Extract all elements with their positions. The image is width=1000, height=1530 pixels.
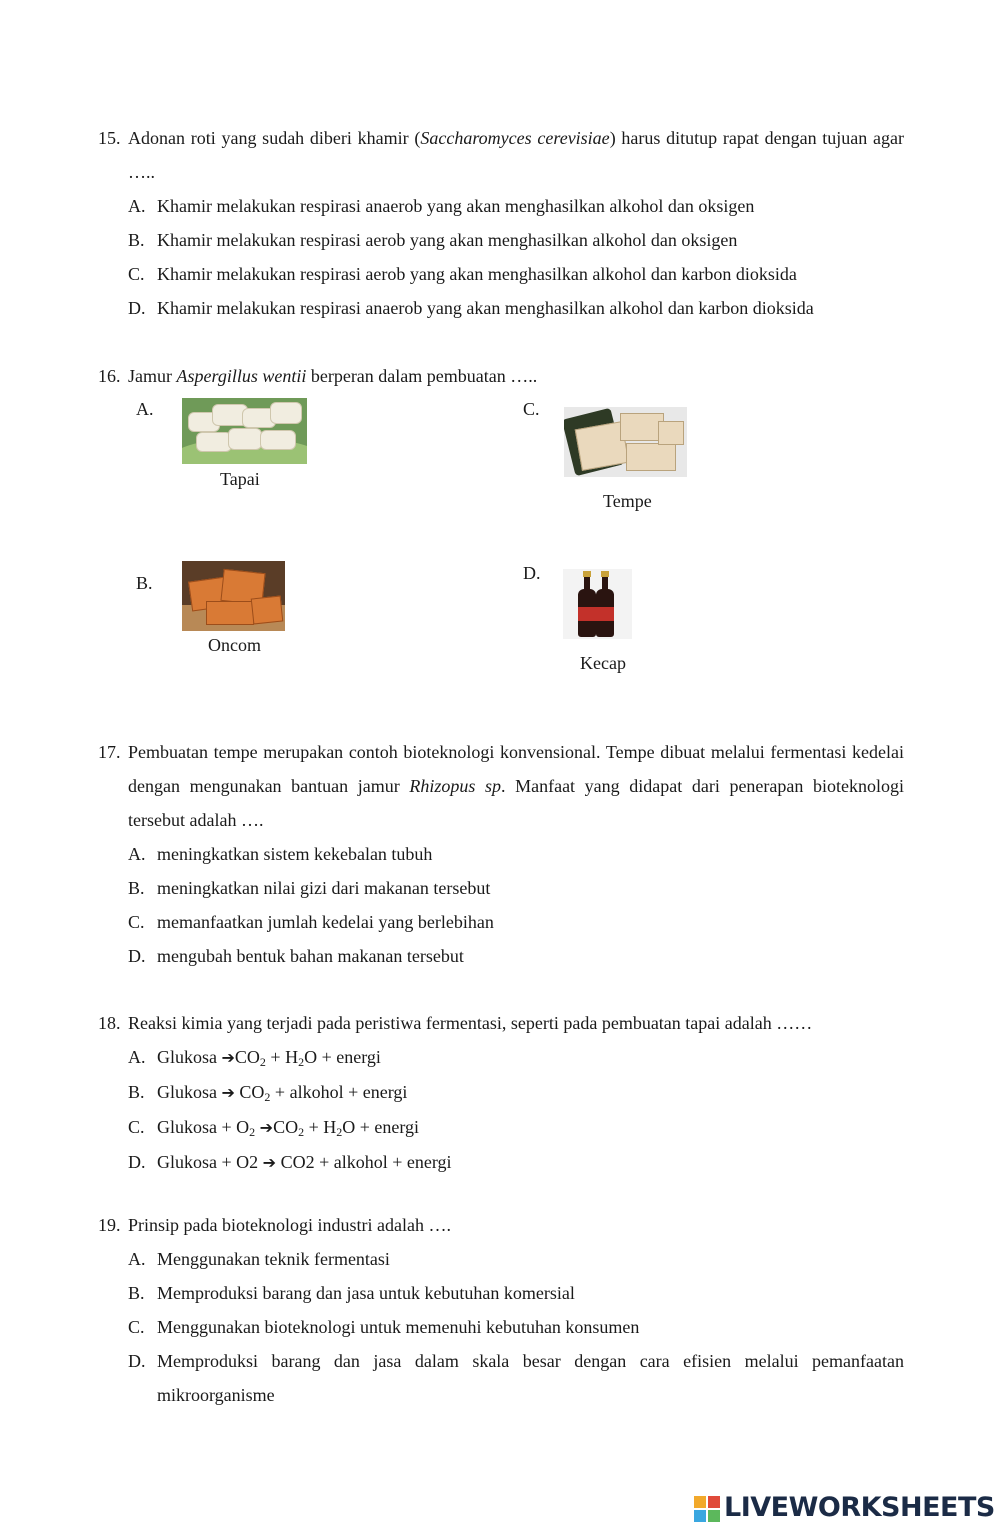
- option-b[interactable]: [136, 556, 336, 666]
- tempe-image: [564, 407, 687, 477]
- option-text: Glukosa ➔ $CO_2$ + alkohol + energi: [157, 1082, 408, 1104]
- option-text: Khamir melakukan respirasi aerob yang akan menghasilkan alkohol dan oksigen: [157, 230, 738, 250]
- liveworksheets-logo[interactable]: [694, 1492, 995, 1523]
- question-text: Adonan roti yang sudah diberi khamir (Saccharomyces cerevisiae) harus ditutup rapat dengan tujuan agar …..: [128, 128, 905, 182]
- question-stem: [98, 121, 904, 189]
- option-caption: Oncom: [208, 635, 261, 655]
- question-text: Prinsip pada bioteknologi industri adalah ….: [128, 1215, 451, 1235]
- option-text: meningkatkan sistem kekebalan tubuh: [157, 844, 433, 864]
- question-number: 15.: [98, 128, 121, 148]
- logo-text: LIVEWORKSHEETS: [724, 1492, 995, 1523]
- option-letter: D.: [128, 946, 146, 966]
- option-c[interactable]: [128, 1110, 904, 1145]
- option-d[interactable]: [128, 939, 904, 973]
- option-letter: B.: [128, 230, 145, 250]
- option-letter: A.: [128, 844, 146, 864]
- option-d[interactable]: [523, 556, 723, 682]
- option-letter: D.: [128, 1152, 146, 1172]
- option-letter: C.: [128, 912, 145, 932]
- option-a[interactable]: [128, 1040, 904, 1075]
- option-letter: A.: [128, 1047, 146, 1067]
- arrow-right-icon: ➔: [259, 1118, 274, 1137]
- option-letter: A.: [128, 196, 146, 216]
- option-caption: Tapai: [220, 469, 260, 489]
- option-b[interactable]: [128, 1075, 904, 1110]
- question-15: [98, 121, 904, 325]
- question-text: Pembuatan tempe merupakan contoh bioteknologi konvensional. Tempe dibuat melalui fermentasi kedelai dengan mengunakan bantuan jamur Rhizopus sp. Manfaat yang didapat dari penerapan bioteknologi tersebut adalah ….: [128, 742, 904, 830]
- option-text: Menggunakan teknik fermentasi: [157, 1249, 390, 1269]
- option-letter: D.: [523, 563, 541, 583]
- question-text: Jamur Aspergillus wentii berperan dalam pembuatan …..: [128, 366, 538, 386]
- option-letter: C.: [128, 1317, 145, 1337]
- option-b[interactable]: [128, 223, 904, 257]
- kecap-image: [563, 569, 632, 639]
- option-text: Memproduksi barang dan jasa untuk kebutuhan komersial: [157, 1283, 575, 1303]
- option-letter: B.: [128, 1283, 145, 1303]
- option-letter: A.: [136, 399, 154, 419]
- option-text: Khamir melakukan respirasi anaerob yang akan menghasilkan alkohol dan karbon dioksida: [157, 298, 814, 318]
- option-text: meningkatkan nilai gizi dari makanan tersebut: [157, 878, 491, 898]
- option-text: Khamir melakukan respirasi anaerob yang akan menghasilkan alkohol dan oksigen: [157, 196, 755, 216]
- question-number: 19.: [98, 1215, 121, 1235]
- option-caption: Kecap: [580, 653, 626, 673]
- question-stem: [98, 735, 904, 837]
- option-a[interactable]: [128, 837, 904, 871]
- option-text: Glukosa + O2 ➔ CO2 + alkohol + energi: [157, 1152, 452, 1172]
- question-19: [98, 1208, 904, 1412]
- question-stem: [98, 359, 904, 393]
- question-number: 18.: [98, 1013, 121, 1033]
- option-c[interactable]: [523, 392, 723, 518]
- option-b[interactable]: [128, 1276, 904, 1310]
- option-a[interactable]: [128, 189, 904, 223]
- option-letter: C.: [128, 1117, 145, 1137]
- option-letter: B.: [128, 878, 145, 898]
- arrow-right-icon: ➔: [221, 1083, 235, 1102]
- oncom-image: [182, 561, 285, 631]
- option-letter: D.: [128, 298, 146, 318]
- option-c[interactable]: [128, 905, 904, 939]
- option-letter: A.: [128, 1249, 146, 1269]
- arrow-right-icon: ➔: [262, 1153, 277, 1172]
- option-c[interactable]: [128, 1310, 904, 1344]
- option-text: mengubah bentuk bahan makanan tersebut: [157, 946, 464, 966]
- option-letter: D.: [128, 1351, 146, 1371]
- option-a[interactable]: [136, 392, 336, 502]
- question-stem: [98, 1208, 904, 1242]
- option-text: Khamir melakukan respirasi aerob yang akan menghasilkan alkohol dan karbon dioksida: [157, 264, 797, 284]
- option-text: Glukosa + $O_2$ $➔CO_2 + H_2O$ + energi: [157, 1117, 420, 1139]
- question-17: [98, 735, 904, 973]
- option-d[interactable]: [128, 1344, 904, 1412]
- option-letter: C.: [128, 264, 145, 284]
- option-caption: Tempe: [603, 491, 652, 511]
- option-b[interactable]: [128, 871, 904, 905]
- option-d[interactable]: [128, 291, 904, 325]
- question-16: [98, 359, 904, 393]
- option-a[interactable]: [128, 1242, 904, 1276]
- question-number: 17.: [98, 742, 121, 762]
- liveworksheets-logo-icon: [694, 1494, 722, 1522]
- option-letter: B.: [128, 1082, 145, 1102]
- option-letter: B.: [136, 573, 153, 593]
- question-18: [98, 1006, 904, 1180]
- option-text: Memproduksi barang dan jasa dalam skala besar dengan cara efisien melalui pemanfaatan mikroorganisme: [157, 1351, 904, 1405]
- arrow-right-icon: ➔: [221, 1048, 235, 1067]
- question-stem: [98, 1006, 904, 1040]
- tapai-image: [182, 398, 307, 464]
- question-number: 16.: [98, 366, 121, 386]
- option-text: Menggunakan bioteknologi untuk memenuhi kebutuhan konsumen: [157, 1317, 640, 1337]
- option-letter: C.: [523, 399, 540, 419]
- option-c[interactable]: [128, 257, 904, 291]
- option-text: memanfaatkan jumlah kedelai yang berlebihan: [157, 912, 494, 932]
- option-d[interactable]: [128, 1145, 904, 1180]
- question-text: Reaksi kimia yang terjadi pada peristiwa fermentasi, seperti pada pembuatan tapai adalah ……: [128, 1013, 813, 1033]
- option-text: Glukosa $➔CO_2 + H_2O$ + energi: [157, 1047, 381, 1069]
